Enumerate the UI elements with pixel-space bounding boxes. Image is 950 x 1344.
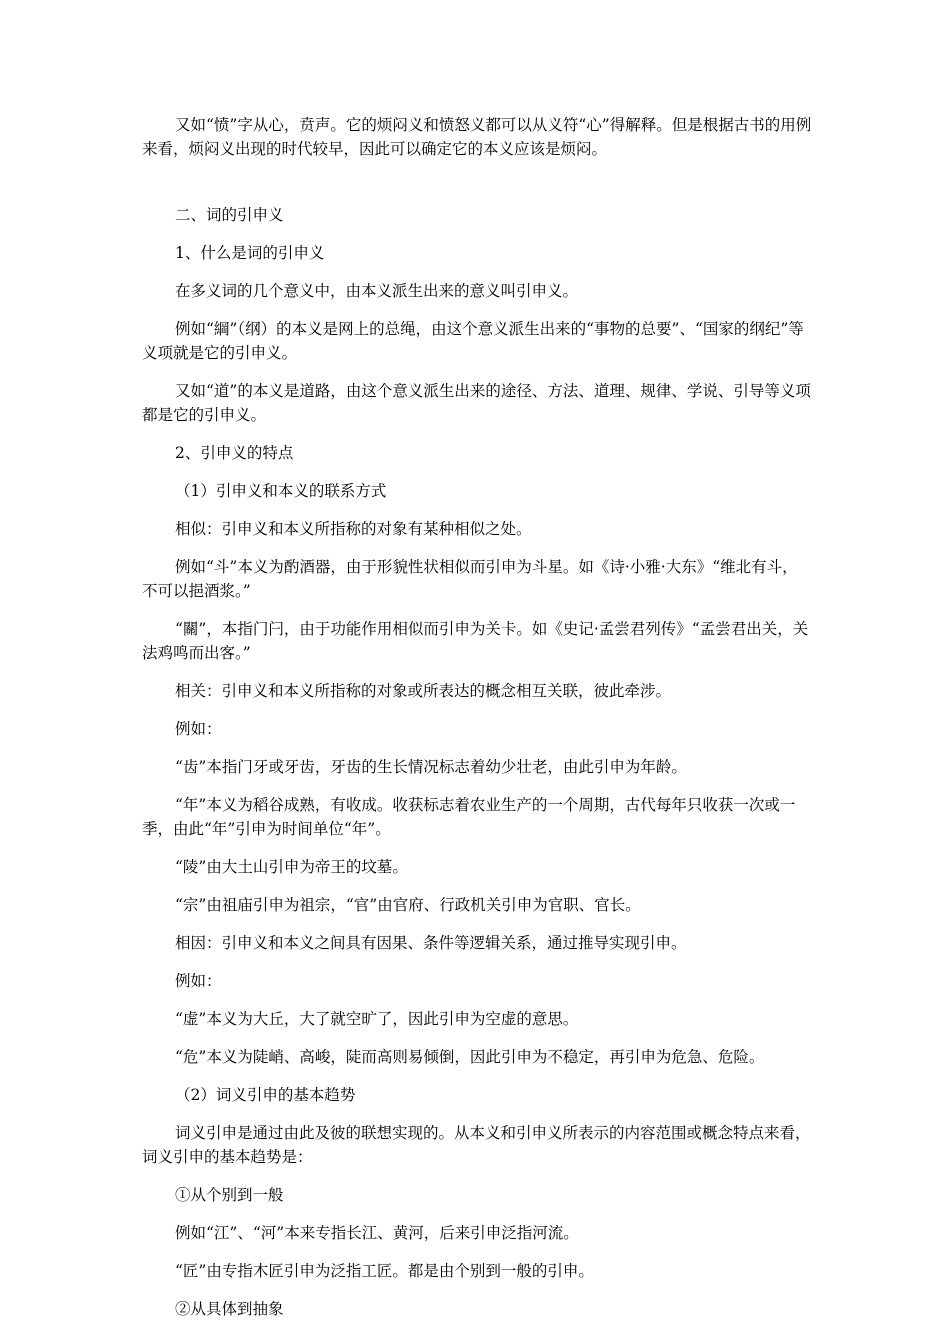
paragraph-fen: 又如“愤”字从心，贲声。它的烦闷义和愤怒义都可以从义符“心”得解释。但是根据古书的用例来看，烦闷义出现的时代较早，因此可以确定它的本义应该是烦闷。 (142, 116, 812, 158)
paragraph-example-dou: 例如“斗”本义为酌酒器，由于形貌性状相似而引申为斗星。如《诗·小雅·大东》“维北有斗，不可以挹酒浆。” (142, 558, 798, 600)
paragraph-definition: 在多义词的几个意义中，由本义派生出来的意义叫引申义。 (175, 282, 579, 300)
paragraph-example-jiang-he: 例如“江”、“河”本来专指长江、黄河，后来引申泛指河流。 (175, 1224, 579, 1242)
paragraph-for-example-2: 例如： (175, 972, 222, 990)
paragraph-example-zong: “宗”由祖庙引申为祖宗，“官”由官府、行政机关引申为官职、官长。 (175, 896, 641, 914)
paragraph-example-xu: “虚”本义为大丘，大了就空旷了，因此引申为空虚的意思。 (175, 1010, 579, 1028)
paragraph-example-dao: 又如“道”的本义是道路，由这个意义派生出来的途径、方法、道理、规律、学说、引导等义项都是它的引申义。 (142, 382, 811, 424)
paragraph-for-example-1: 例如： (175, 720, 222, 738)
subheading-connection-modes: （1）引申义和本义的联系方式 (175, 482, 387, 500)
subheading-individual-to-general: ①从个别到一般 (175, 1186, 284, 1204)
paragraph-example-wei: “危”本义为陡峭、高峻，陡而高则易倾倒，因此引申为不稳定，再引申为危急、危险。 (175, 1048, 765, 1066)
subheading-what-is-extended-meaning: 1、什么是词的引申义 (175, 244, 325, 262)
paragraph-example-chi: “齿”本指门牙或牙齿，牙齿的生长情况标志着幼少壮老，由此引申为年龄。 (175, 758, 687, 776)
paragraph-causation: 相因：引申义和本义之间具有因果、条件等逻辑关系，通过推导实现引申。 (175, 934, 687, 952)
paragraph-example-ling: “陵”由大土山引申为帝王的坟墓。 (175, 858, 408, 876)
paragraph-trend-intro: 词义引申是通过由此及彼的联想实现的。从本义和引申义所表示的内容范围或概念特点来看，词义引申的基本趋势是： (142, 1124, 811, 1166)
paragraph-similarity: 相似：引申义和本义所指称的对象有某种相似之处。 (175, 520, 532, 538)
paragraph-example-jiang-craftsman: “匠”由专指木匠引申为泛指工匠。都是由个别到一般的引申。 (175, 1262, 594, 1280)
paragraph-example-nian: “年”本义为稻谷成熟，有收成。收获标志着农业生产的一个周期，古代每年只收获一次或一季，由此“年”引申为时间单位“年”。 (142, 796, 796, 838)
paragraph-example-gang: 例如“綱”（纲）的本义是网上的总绳，由这个意义派生出来的“事物的总要”、“国家的纲纪”等义项就是它的引申义。 (142, 320, 804, 362)
paragraph-example-guan: “關”，本指门闩，由于功能作用相似而引申为关卡。如《史记·孟尝君列传》“孟尝君出关，关法鸡鸣而出客。” (142, 620, 809, 662)
subheading-concrete-to-abstract: ②从具体到抽象 (175, 1300, 284, 1318)
section-heading-extended-meaning: 二、词的引申义 (175, 206, 284, 224)
document-body (142, 113, 812, 1335)
paragraph-relatedness: 相关：引申义和本义所指称的对象或所表达的概念相互关联，彼此牵涉。 (175, 682, 672, 700)
subheading-basic-trends: （2）词义引申的基本趋势 (175, 1086, 356, 1104)
subheading-features: 2、引申义的特点 (175, 444, 294, 462)
